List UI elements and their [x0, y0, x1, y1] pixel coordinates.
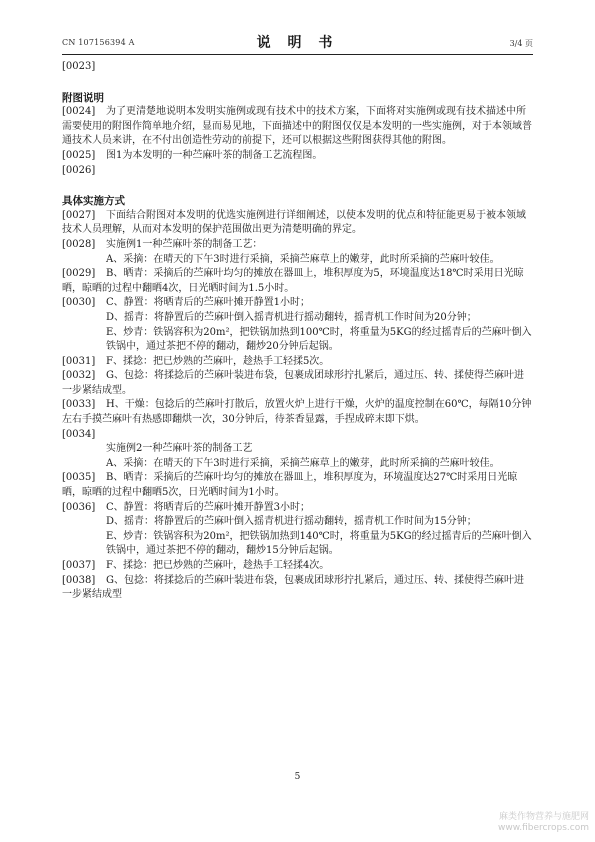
page-indicator: 3/4 页 — [509, 39, 533, 48]
paragraph-text: G、包捻：将揉捻后的苎麻叶装进布袋，包裹成团球形拧扎紧后，通过压、转、揉使得苎麻叶进一步紧结成型 — [62, 574, 524, 601]
paragraph-0025 — [62, 149, 533, 164]
paragraph-0029 — [62, 267, 533, 296]
paragraph-text: 为了更清楚地说明本发明实施例或现有技术中的技术方案，下面将对实施例或现有技术描述中所需要使用的附图作简单地介绍，显而易见地，下面描述中的附图仅仅是本发明的一些实施例，对于本领域普通技术人员来讲，在不付出创造性劳动的前提下，还可以根据这些附图获得其他的附图。 — [62, 106, 532, 147]
page-number: 5 — [294, 772, 301, 782]
paragraph-text: G、包捻：将揉捻后的苎麻叶装进布袋，包裹成团球形拧扎紧后，通过压、转、揉使得苎麻叶进一步紧结成型。 — [62, 370, 524, 396]
watermark — [498, 812, 589, 834]
step-d-shaking: D、摇青：将静置后的苎麻叶倒入摇青机进行摇动翻转，摇青机工作时间为20分钟； — [106, 311, 477, 323]
paragraph-number: [0035] — [62, 472, 96, 484]
step-a-picking: A、采摘：在晴天的下午3时进行采摘，采摘苎麻草上的嫩芽，此时所采摘的苎麻叶较佳。 — [106, 253, 500, 265]
paragraph-text: B、晒青：采摘后的苎麻叶均匀的摊放在器皿上，堆积厚度为5，环境温度达18℃时采用日光晾晒，晾晒的过程中翻晒4次，日光晒时间为1.5小时。 — [62, 268, 524, 294]
paragraph-0036 — [62, 501, 533, 516]
paragraph-0034 — [62, 428, 533, 443]
paragraph-number: [0024] — [62, 106, 96, 118]
paragraph-number: [0037] — [62, 560, 96, 571]
paragraph-0037 — [62, 559, 533, 574]
paragraph-0024 — [62, 105, 533, 149]
paragraph-0035 — [62, 471, 533, 500]
section-heading-drawings: 附图说明 — [62, 91, 104, 104]
paragraph-number: [0023] — [62, 61, 96, 72]
paragraph-number: [0029] — [62, 268, 96, 280]
paragraph-number: [0027] — [62, 209, 96, 221]
step-e-frying: E、炒青：铁锅容积为20m²，把铁锅加热到100℃时，将重量为5KG的经过摇青后的苎麻叶倒入铁锅中，通过茶把不停的翻动，翻炒20分钟后起锅。 — [106, 326, 532, 353]
paragraph-number: [0026] — [62, 164, 96, 176]
paragraph-0026 — [62, 164, 533, 179]
paragraph-text: 图1为本发明的一种苎麻叶茶的制备工艺流程图。 — [106, 149, 323, 161]
paragraph-0033 — [62, 398, 533, 427]
paragraph-text: F、揉捻：把已炒熟的苎麻叶，趁热手工轻揉5次。 — [106, 355, 330, 367]
paragraph-0038 — [62, 574, 533, 603]
paragraph-number: [0032] — [62, 370, 96, 382]
paragraph-0031 — [62, 355, 533, 370]
step-e-frying-2: E、炒青：铁锅容积为20m²，把铁锅加热到140℃时，将重量为5KG的经过摇青后的苎麻叶倒入铁锅中，通过茶把不停的翻动，翻炒15分钟后起锅。 — [106, 530, 532, 557]
publication-number: CN 107156394 A — [62, 38, 135, 47]
paragraph-number: [0030] — [62, 297, 96, 309]
paragraph-number: [0028] — [62, 238, 96, 250]
section-heading-embodiment: 具体实施方式 — [62, 195, 125, 208]
document-title: 说 明 书 — [256, 35, 339, 51]
paragraph-0028 — [62, 238, 533, 253]
paragraph-number: [0036] — [62, 501, 96, 513]
paragraph-text: 实施例1一种苎麻叶茶的制备工艺： — [106, 238, 263, 250]
step-d-shaking-2: D、摇青：将静置后的苎麻叶倒入摇青机进行摇动翻转，摇青机工作时间为15分钟； — [106, 516, 477, 528]
paragraph-number: [0034] — [62, 428, 96, 440]
header-divider — [62, 54, 533, 55]
step-a-picking-2: A、采摘：在晴天的下午3时进行采摘，采摘苎麻草上的嫩芽，此时所采摘的苎麻叶较佳。 — [106, 457, 500, 469]
paragraph-0027 — [62, 209, 533, 238]
paragraph-number: [0038] — [62, 574, 96, 586]
example-2-heading: 实施例2一种苎麻叶茶的制备工艺 — [106, 443, 253, 455]
page-header — [62, 26, 533, 54]
paragraph-text: F、揉捻：把已炒熟的苎麻叶，趁热手工轻揉4次。 — [106, 560, 330, 571]
watermark-url: www.fibercrops.com — [498, 823, 589, 833]
paragraph-text: B、晒青：采摘后的苎麻叶均匀的摊放在器皿上，堆积厚度为，环境温度达27℃时采用日光晾晒，晾晒的过程中翻晒5次，日光晒时间为1小时。 — [62, 472, 518, 499]
paragraph-text: C、静置：将晒青后的苎麻叶摊开静置1小时； — [106, 297, 311, 309]
paragraph-text: C、静置：将晒青后的苎麻叶摊开静置3小时； — [106, 501, 311, 513]
paragraph-number: [0025] — [62, 149, 96, 161]
paragraph-0023 — [62, 60, 533, 75]
paragraph-number: [0031] — [62, 355, 96, 367]
watermark-site-name: 麻类作物营养与施肥网 — [498, 812, 589, 822]
paragraph-number: [0033] — [62, 399, 96, 411]
paragraph-0032 — [62, 369, 533, 398]
document-body — [62, 60, 533, 603]
paragraph-0030 — [62, 296, 533, 311]
paragraph-text: H、干燥：包捻后的苎麻叶打散后，放置火炉上进行干燥，火炉的温度控制在60℃，每隔10分钟左右手摸苎麻叶有热感即翻烘一次，30分钟后，待茶香显露，手捏成碎末即下烘。 — [62, 399, 532, 426]
paragraph-text: 下面结合附图对本发明的优选实施例进行详细阐述，以使本发明的优点和特征能更易于被本领域技术人员理解，从而对本发明的保护范围做出更为清楚明确的界定。 — [62, 209, 526, 236]
